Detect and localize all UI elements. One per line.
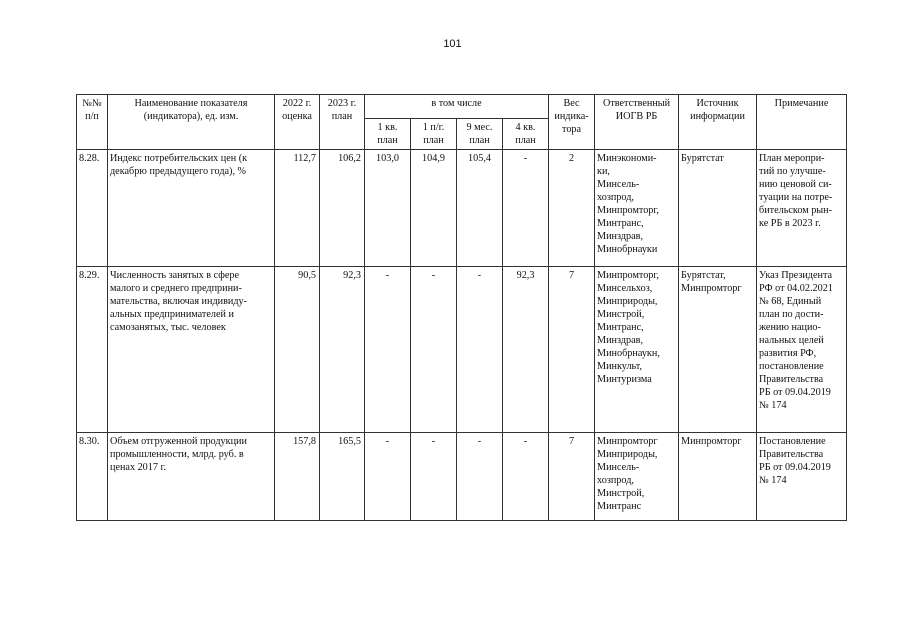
row-2022: 157,8 [275,433,320,521]
row-h1: - [411,433,457,521]
row-q1: - [365,267,411,433]
header-weight: Вес индика- тора [549,95,595,150]
row-weight: 7 [549,267,595,433]
row-source: Бурятстат, Минпромторг [679,267,757,433]
row-9m: - [457,433,503,521]
row-h1: - [411,267,457,433]
row-responsible: Минэкономи- ки, Минсель- хозпрод, Минпромторг, Минтранс, Минздрав, Минобрнауки [595,150,679,267]
header-2023: 2023 г. план [320,95,365,150]
row-q4: - [503,150,549,267]
row-weight: 2 [549,150,595,267]
row-responsible: Минпромторг, Минсельхоз, Минприроды, Минстрой, Минтранс, Минздрав, Минобрнаукн, Минкульт, Минтуризма [595,267,679,433]
header-responsible: Ответственный ИОГВ РБ [595,95,679,150]
row-h1: 104,9 [411,150,457,267]
page-number: 101 [443,38,462,50]
indicators-table [76,94,847,521]
row-name: Численность занятых в сфере малого и среднего предприни- мательства, включая индивиду- альных предпринимателей и самозанятых, тыс. человек [108,267,275,433]
row-num: 8.30. [77,433,108,521]
row-2023: 92,3 [320,267,365,433]
row-q1: - [365,433,411,521]
table-row [77,433,847,521]
row-2023: 165,5 [320,433,365,521]
row-9m: - [457,267,503,433]
row-source: Бурятстат [679,150,757,267]
header-num: №№ п/п [77,95,108,150]
row-2022: 112,7 [275,150,320,267]
row-9m: 105,4 [457,150,503,267]
row-responsible: Минпромторг Минприроды, Минсель- хозпрод, Минстрой, Минтранс [595,433,679,521]
row-note: Указ Президента РФ от 04.02.2021 № 68, Единый план по дости- жению нацио- нальных целей развития РФ, постановление Правительства РБ от 09.04.2019 № 174 [757,267,847,433]
row-name: Объем отгруженной продукции промышленности, млрд. руб. в ценах 2017 г. [108,433,275,521]
header-q4: 4 кв. план [503,119,549,150]
row-name: Индекс потребительских цен (к декабрю предыдущего года), % [108,150,275,267]
header-9m: 9 мес. план [457,119,503,150]
row-note: План меропри- тий по улучше- нию ценовой си- туации на потре- бительском рын- ке РБ в 2023 г. [757,150,847,267]
row-q1: 103,0 [365,150,411,267]
row-2022: 90,5 [275,267,320,433]
row-q4: 92,3 [503,267,549,433]
header-2022: 2022 г. оценка [275,95,320,150]
table-row [77,267,847,433]
table-row [77,150,847,267]
header-q1: 1 кв. план [365,119,411,150]
row-2023: 106,2 [320,150,365,267]
header-h1: 1 п/г. план [411,119,457,150]
table-header-row [77,95,847,119]
header-name: Наименование показателя (индикатора), ед. изм. [108,95,275,150]
header-note: Примечание [757,95,847,150]
row-weight: 7 [549,433,595,521]
row-num: 8.29. [77,267,108,433]
header-source: Источник информации [679,95,757,150]
header-including: в том числе [365,95,549,119]
row-num: 8.28. [77,150,108,267]
row-note: Постановление Правительства РБ от 09.04.2019 № 174 [757,433,847,521]
row-q4: - [503,433,549,521]
row-source: Минпромторг [679,433,757,521]
